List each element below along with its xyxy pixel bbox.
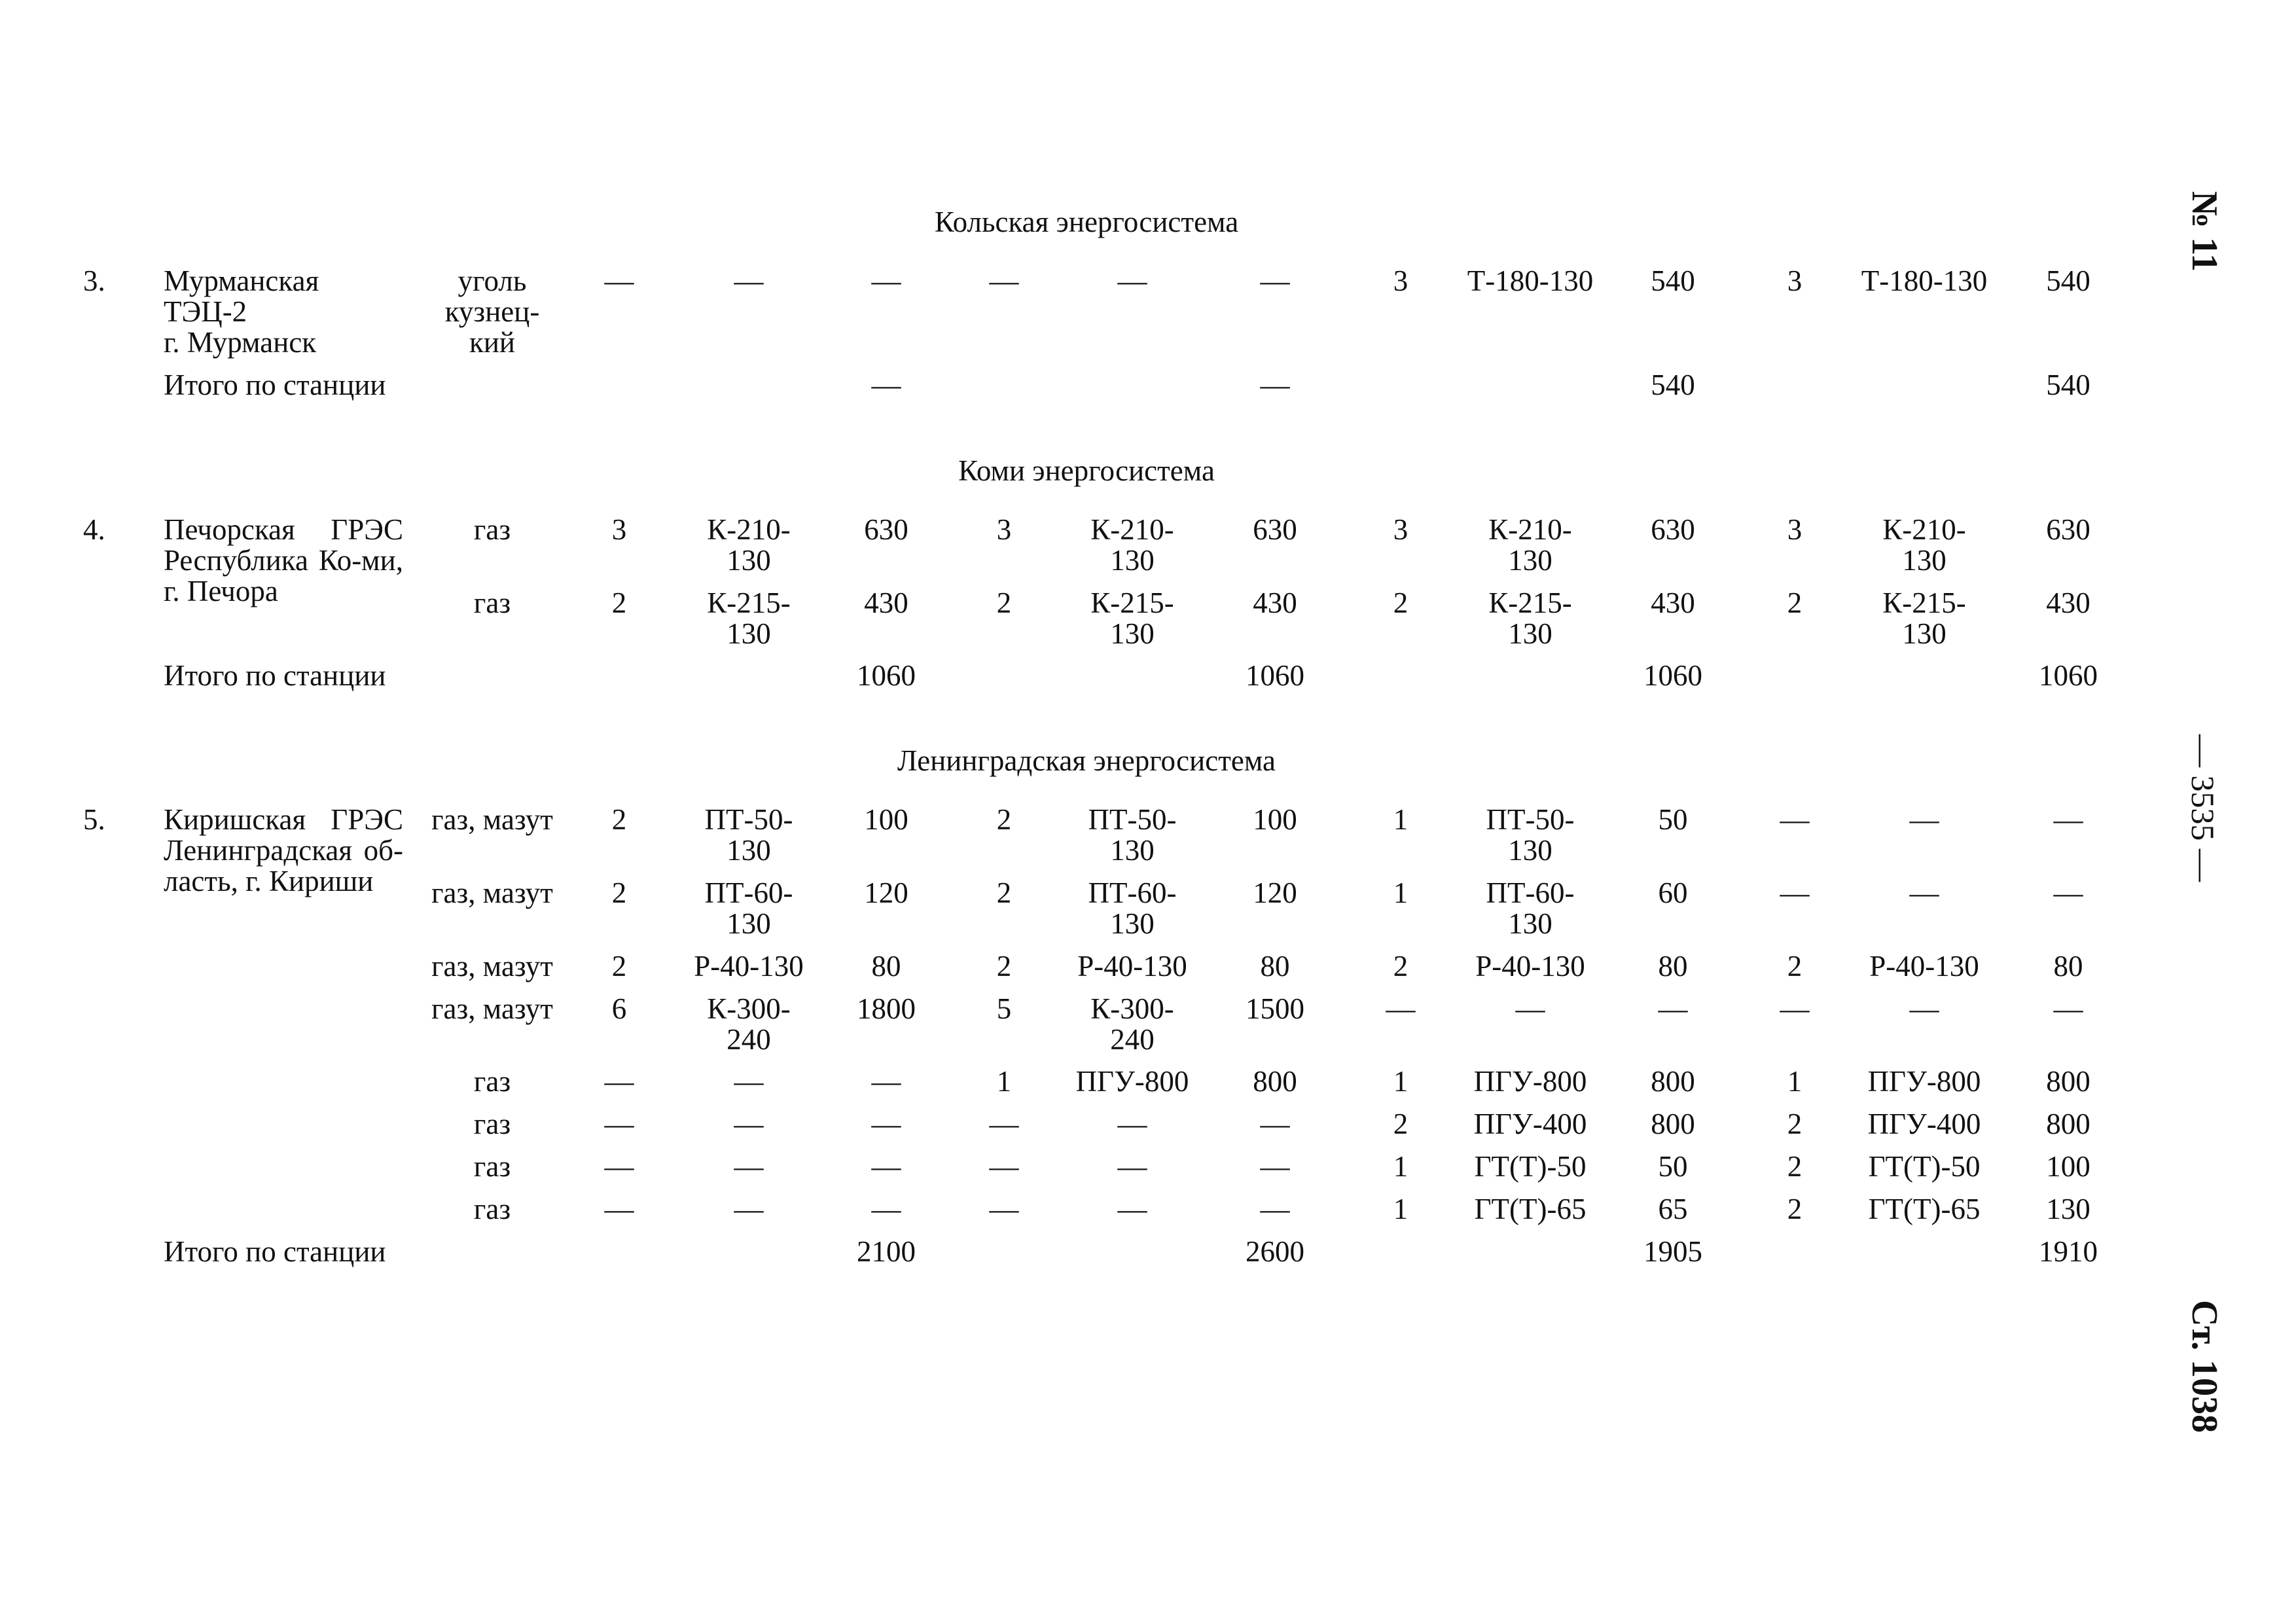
fuel-type: газ, мазут <box>431 803 553 836</box>
table-cell: ГТ(Т)-65 <box>1474 1193 1587 1225</box>
table-cell: ПГУ-400 <box>1867 1108 1981 1140</box>
table-cell: — <box>1909 876 1939 909</box>
station-total-label: Итого по станции <box>164 659 386 692</box>
table-cell: ПТ-50- 130 <box>1486 803 1575 867</box>
table-cell: Т-180-130 <box>1467 264 1594 297</box>
table-cell: 3 <box>1787 513 1803 546</box>
table-cell: 1 <box>1787 1065 1803 1098</box>
station-total-value: 2100 <box>857 1235 916 1268</box>
station-total-label: Итого по станции <box>164 1235 386 1268</box>
table-cell: 800 <box>1651 1065 1695 1098</box>
table-cell: 6 <box>611 992 627 1025</box>
table-cell: 80 <box>2053 950 2083 983</box>
fuel-type: газ, мазут <box>431 992 553 1025</box>
table-cell: ПГУ-800 <box>1867 1065 1981 1098</box>
table-cell: К-210- 130 <box>707 513 791 577</box>
table-cell: — <box>1260 1150 1290 1183</box>
station-total-value: 1060 <box>857 659 916 692</box>
table-cell: — <box>1658 992 1688 1025</box>
table-cell: — <box>1909 992 1939 1025</box>
table-cell: 1 <box>1393 1150 1408 1183</box>
table-cell: — <box>604 1150 634 1183</box>
article-number: Ст. 1038 <box>2184 1300 2225 1433</box>
table-cell: — <box>604 1108 634 1140</box>
table-cell: — <box>1117 1150 1147 1183</box>
fuel-type: газ <box>473 586 511 619</box>
table-cell: 430 <box>2046 586 2090 619</box>
table-cell: — <box>1515 992 1545 1025</box>
table-cell: ПТ-60- 130 <box>1486 876 1575 940</box>
table-cell: 2 <box>996 586 1012 619</box>
table-cell: — <box>871 1150 901 1183</box>
table-cell: ПТ-60- 130 <box>1088 876 1177 940</box>
table-cell: ГТ(Т)-50 <box>1474 1150 1587 1183</box>
table-cell: ПГУ-400 <box>1473 1108 1587 1140</box>
table-cell: — <box>734 264 764 297</box>
table-cell: 2 <box>1787 586 1803 619</box>
section-title: Ленинградская энергосистема <box>897 744 1276 777</box>
table-cell: — <box>989 1193 1019 1225</box>
table-cell: — <box>734 1150 764 1183</box>
table-cell: 2 <box>996 950 1012 983</box>
table-cell: 100 <box>1253 803 1297 836</box>
table-cell: 2 <box>1787 1108 1803 1140</box>
table-cell: 430 <box>1253 586 1297 619</box>
table-cell: — <box>604 1193 634 1225</box>
station-total-value: 1060 <box>1643 659 1702 692</box>
station-total-label: Итого по станции <box>164 369 386 401</box>
table-cell: — <box>1260 264 1290 297</box>
table-cell: 100 <box>2046 1150 2090 1183</box>
page-number: — 3535 — <box>2185 734 2221 882</box>
station-number: 4. <box>83 513 105 546</box>
table-cell: К-210- 130 <box>1882 513 1966 577</box>
table-cell: 2 <box>611 586 627 619</box>
table-cell: 1500 <box>1246 992 1304 1025</box>
table-cell: К-210- 130 <box>1488 513 1572 577</box>
table-cell: 540 <box>2046 264 2090 297</box>
station-total-value: 1060 <box>1246 659 1304 692</box>
fuel-type: газ <box>473 1150 511 1183</box>
table-cell: — <box>604 1065 634 1098</box>
station-total-value: 1905 <box>1643 1235 1702 1268</box>
fuel-type: газ <box>473 1065 511 1098</box>
table-cell: 2 <box>996 803 1012 836</box>
table-cell: 2 <box>1393 950 1408 983</box>
table-cell: ПТ-60- 130 <box>704 876 793 940</box>
table-cell: Р-40-130 <box>1077 950 1187 983</box>
issue-number: № 11 <box>2184 191 2225 272</box>
table-cell: 80 <box>1658 950 1688 983</box>
table-cell: 2 <box>996 876 1012 909</box>
table-cell: — <box>734 1108 764 1140</box>
table-cell: 430 <box>1651 586 1695 619</box>
table-cell: — <box>1386 992 1416 1025</box>
table-cell: — <box>1909 803 1939 836</box>
station-total-value: 540 <box>1651 369 1695 401</box>
table-cell: — <box>604 264 634 297</box>
table-cell: — <box>1117 1108 1147 1140</box>
table-cell: 630 <box>2046 513 2090 546</box>
table-cell: Р-40-130 <box>1475 950 1585 983</box>
table-cell: — <box>734 1065 764 1098</box>
fuel-type: газ <box>473 1108 511 1140</box>
table-cell: 2 <box>1393 1108 1408 1140</box>
table-cell: 630 <box>1253 513 1297 546</box>
table-cell: 2 <box>1787 950 1803 983</box>
table-cell: 3 <box>1393 513 1408 546</box>
table-cell: 630 <box>864 513 908 546</box>
table-cell: К-300- 240 <box>1090 992 1174 1056</box>
table-cell: 540 <box>1651 264 1695 297</box>
station-name: Мурманская ТЭЦ-2 г. Мурманск <box>164 264 319 359</box>
station-total-value: 2600 <box>1246 1235 1304 1268</box>
station-name: Печорская ГРЭС Республика Ко-ми, г. Печора <box>164 513 403 607</box>
station-total-value: — <box>1260 369 1290 401</box>
table-cell: 2 <box>611 803 627 836</box>
table-cell: 1 <box>1393 876 1408 909</box>
table-cell: 1 <box>1393 803 1408 836</box>
table-cell: ПТ-50- 130 <box>704 803 793 867</box>
table-cell: 2 <box>1393 586 1408 619</box>
table-cell: 630 <box>1651 513 1695 546</box>
table-cell: Р-40-130 <box>1869 950 1979 983</box>
table-cell: К-210- 130 <box>1090 513 1174 577</box>
table-cell: — <box>871 264 901 297</box>
table-cell: — <box>1780 876 1810 909</box>
table-cell: 800 <box>2046 1065 2090 1098</box>
table-cell: 2 <box>1787 1150 1803 1183</box>
table-cell: 5 <box>996 992 1012 1025</box>
table-cell: — <box>871 1108 901 1140</box>
table-cell: 3 <box>1787 264 1803 297</box>
fuel-type: газ, мазут <box>431 876 553 909</box>
table-cell: — <box>2053 876 2083 909</box>
table-cell: ГТ(Т)-65 <box>1868 1193 1981 1225</box>
table-cell: Т-180-130 <box>1861 264 1988 297</box>
station-number: 3. <box>83 264 105 297</box>
table-cell: К-215- 130 <box>1488 586 1572 650</box>
table-cell: ПГУ-800 <box>1075 1065 1189 1098</box>
table-cell: — <box>1780 992 1810 1025</box>
table-cell: 2 <box>611 950 627 983</box>
table-cell: 100 <box>864 803 908 836</box>
station-number: 5. <box>83 803 105 836</box>
table-cell: 3 <box>996 513 1012 546</box>
table-cell: 800 <box>1253 1065 1297 1098</box>
section-title: Кольская энергосистема <box>934 206 1239 238</box>
table-cell: ГТ(Т)-50 <box>1868 1150 1981 1183</box>
table-cell: 1 <box>996 1065 1012 1098</box>
table-cell: — <box>1260 1108 1290 1140</box>
table-cell: 1 <box>1393 1193 1408 1225</box>
table-cell: 3 <box>611 513 627 546</box>
table-cell: 60 <box>1658 876 1688 909</box>
table-cell: 430 <box>864 586 908 619</box>
table-cell: 3 <box>1393 264 1408 297</box>
table-cell: — <box>1260 1193 1290 1225</box>
station-total-value: 540 <box>2046 369 2090 401</box>
table-cell: 2 <box>611 876 627 909</box>
table-cell: — <box>989 1108 1019 1140</box>
table-cell: 800 <box>2046 1108 2090 1140</box>
table-cell: 2 <box>1787 1193 1803 1225</box>
table-cell: — <box>1780 803 1810 836</box>
table-cell: К-300- 240 <box>707 992 791 1056</box>
station-total-value: 1910 <box>2039 1235 2098 1268</box>
table-cell: ПГУ-800 <box>1473 1065 1587 1098</box>
table-cell: К-215- 130 <box>707 586 791 650</box>
section-title: Коми энергосистема <box>958 454 1215 487</box>
fuel-type: уголь кузнец- кий <box>444 264 540 359</box>
table-cell: 120 <box>864 876 908 909</box>
table-cell: — <box>2053 803 2083 836</box>
station-total-value: — <box>871 369 901 401</box>
table-cell: Р-40-130 <box>694 950 804 983</box>
table-cell: — <box>871 1193 901 1225</box>
table-cell: 120 <box>1253 876 1297 909</box>
table-cell: К-215- 130 <box>1090 586 1174 650</box>
table-cell: — <box>1117 1193 1147 1225</box>
table-cell: — <box>871 1065 901 1098</box>
table-cell: 50 <box>1658 1150 1688 1183</box>
table-cell: 800 <box>1651 1108 1695 1140</box>
table-cell: — <box>989 264 1019 297</box>
table-cell: 80 <box>871 950 901 983</box>
table-cell: К-215- 130 <box>1882 586 1966 650</box>
table-cell: — <box>1117 264 1147 297</box>
table-cell: 50 <box>1658 803 1688 836</box>
table-cell: — <box>989 1150 1019 1183</box>
table-cell: 65 <box>1658 1193 1688 1225</box>
table-cell: ПТ-50- 130 <box>1088 803 1177 867</box>
station-name: Киришская ГРЭС Ленинградская об-ласть, г. Кириши <box>164 803 403 897</box>
table-cell: 130 <box>2046 1193 2090 1225</box>
table-cell: 1800 <box>857 992 916 1025</box>
table-cell: — <box>734 1193 764 1225</box>
station-total-value: 1060 <box>2039 659 2098 692</box>
fuel-type: газ, мазут <box>431 950 553 983</box>
fuel-type: газ <box>473 1193 511 1225</box>
fuel-type: газ <box>473 513 511 546</box>
table-cell: 80 <box>1260 950 1290 983</box>
table-cell: 1 <box>1393 1065 1408 1098</box>
table-cell: — <box>2053 992 2083 1025</box>
